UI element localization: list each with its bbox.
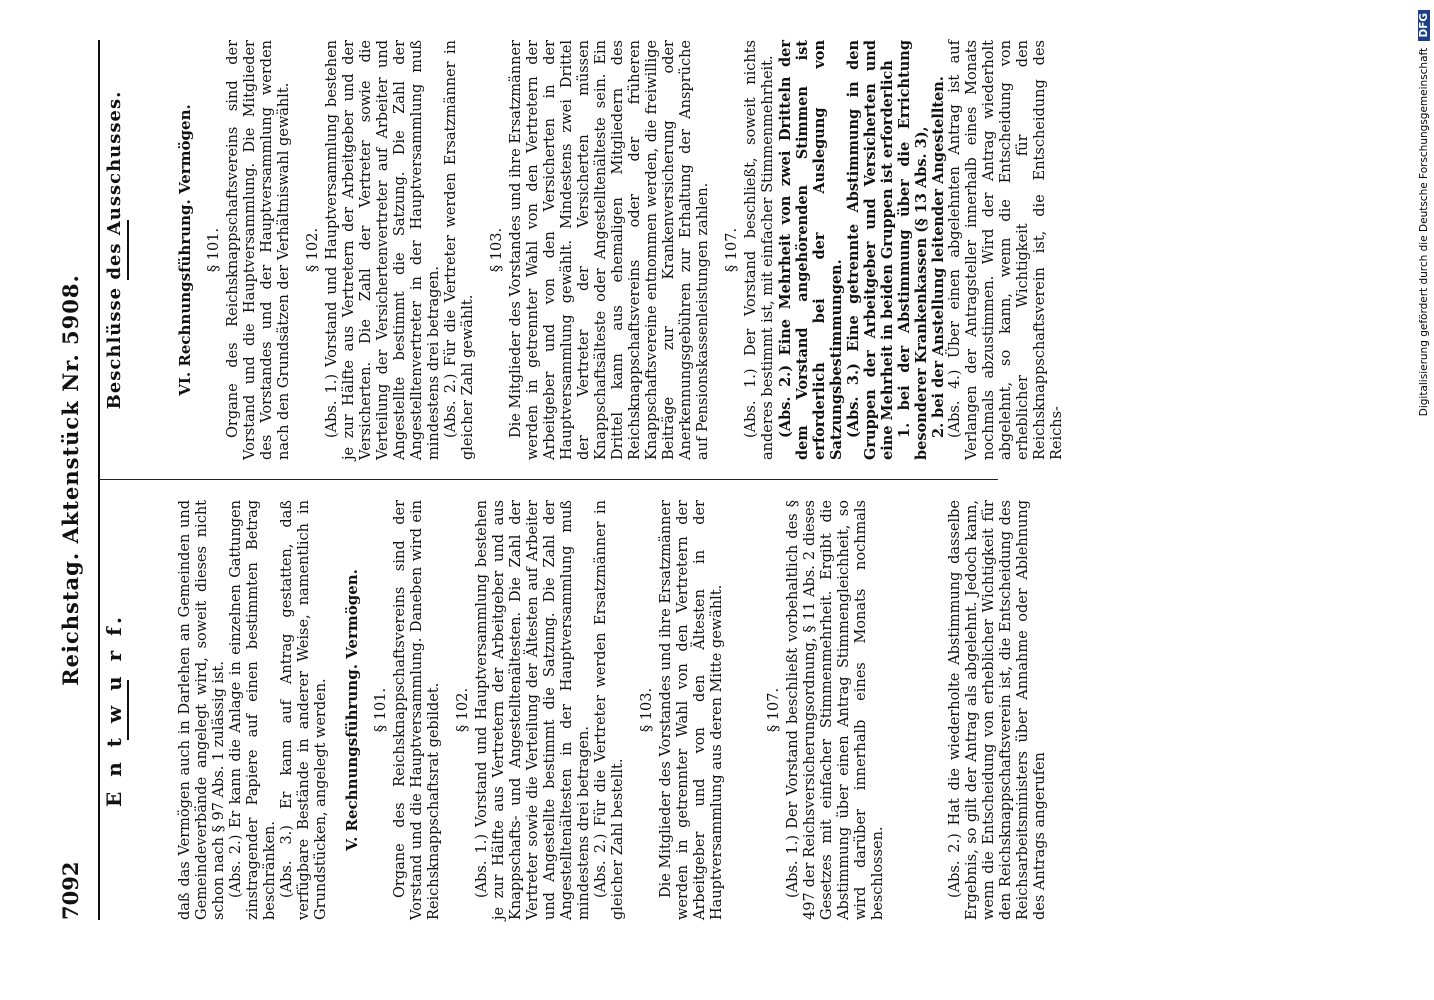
section-number-103: § 103.	[489, 227, 505, 273]
section-107-abs1: (Abs. 1.) Der Vorstand beschließt, soweit nichts anderes bestimmt ist, mit einfacher Stimmenmehrheit.	[743, 40, 776, 460]
digitization-text: Digitalisierung gefördert durch die Deutsche Forschungsgemeinschaft	[1418, 47, 1430, 417]
column-divider	[98, 479, 998, 480]
section-number-101: § 101.	[373, 687, 389, 733]
intro-text: daß das Vermögen auch in Darlehen an Gemeinden und Gemeindeverbände angelegt wird, soweit dieses nicht schon nach § 97 Abs. 1 zulässig ist.	[177, 500, 227, 920]
list-item-2: 2. bei der Anstellung leitender Angestellten.	[930, 76, 947, 438]
digitization-note	[1418, 10, 1432, 570]
committee-column	[100, 40, 1066, 460]
paragraph-abs2: (Abs. 2.) Er kann die Anlage in einzelnen Gattungen zinstragender Papiere auf einen bestimmten Betrag beschränken.	[228, 500, 278, 920]
section-107-abs1: (Abs. 1.) Der Vorstand beschließt vorbehaltlich des § 497 der Reichsversicherungsordnung, § 11 Abs. 2 dieses Gesetzes mit einfacher Stimmenmehrheit. Ergibt die Abstimmung über einen Antrag Stimmengleichheit, so wird darüber innerhalb eines Monats nochmals beschlossen.	[785, 500, 886, 920]
list-item-1: 1. bei der Abstimmung über die Errichtung besonderer Krankenkassen (§ 13 Abs. 3),	[896, 40, 930, 460]
section-103-text: Die Mitglieder des Vorstandes und ihre Ersatzmänner werden in getrennter Wahl von den Vertretern der Arbeitgeber und von den Ältesten in der Hauptversammlung aus deren Mitte gewählt.	[658, 500, 725, 920]
page-title: Reichstag. Aktenstück Nr. 5908.	[58, 274, 83, 686]
title-rule	[127, 680, 129, 740]
section-102-abs2: (Abs. 2.) Für die Vertreter werden Ersatzmänner in gleicher Zahl gewählt.	[443, 40, 476, 460]
section-number-101: § 101.	[206, 227, 222, 273]
section-heading: V. Rechnungsführung. Vermögen.	[343, 569, 361, 851]
page-number: 7092	[58, 861, 83, 920]
section-102-abs2: (Abs. 2.) Für die Vertreter werden Ersatzmänner in gleicher Zahl bestellt.	[593, 500, 626, 920]
section-107-abs2: (Abs. 2.) Hat die wiederholte Abstimmung dasselbe Ergebnis, so gilt der Antrag als abgelehnt. Jedoch kann, wenn die Entscheidung von erheblicher Wichtigkeit für den Reichsknappschaftsverein ist, die Entscheidung des Reichsarbeitsministers über Annahme oder Ablehnung des Antrags angerufen	[947, 500, 1048, 920]
section-number-107: § 107.	[724, 227, 740, 273]
section-107-abs4: (Abs. 4.) Über einen abgelehnten Antrag ist auf Verlangen der Antragsteller innerhalb eines Monats nochmals abzustimmen. Wird der Antrag wiederholt abgelehnt, so kann, wenn die Entscheidung von erheblicher Wichtigkeit für den Reichsknappschaftsverein ist, die Entscheidung des Reichs-	[947, 40, 1065, 460]
section-number-107: § 107.	[766, 687, 782, 733]
section-101-text: Organe des Reichsknappschaftsvereins sind der Vorstand und die Hauptversammlung. Die Mitglieder des Vorstandes und der Hauptversammlung werden nach den Grundsätzen der Verhältniswahl gewählt.	[225, 40, 292, 460]
section-number-102: § 102.	[305, 227, 321, 273]
page-header	[58, 40, 92, 920]
draft-column	[100, 500, 1049, 920]
dfg-logo: DFG	[1418, 10, 1430, 41]
section-101-text: Organe des Reichsknappschaftsvereins sind der Vorstand und die Hauptversammlung. Daneben wird ein Reichsknappschaftsrat gebildet.	[392, 500, 442, 920]
section-107-abs3: (Abs. 3.) Eine getrennte Abstimmung in den Gruppen der Arbeitgeber und Versicherten und eine Mehrheit in beiden Gruppen ist erforderlich	[845, 40, 896, 460]
paragraph-abs3: (Abs. 3.) Er kann auf Antrag gestatten, daß verfügbare Bestände in anderer Weise, namentlich in Grundstücken, angelegt werden.	[279, 500, 329, 920]
title-rule	[127, 220, 129, 280]
section-102-abs1: (Abs. 1.) Vorstand und Hauptversammlung bestehen je zur Hälfte aus Vertretern der Arbeitgeber und aus Knappschafts- und Angestelltenältesten. Die Zahl der Vertreter sowie die Verteilung der Ältesten auf Arbeiter und Angestellte bestimmt die Satzung. Die Zahl der Angestelltenältesten in der Hauptversammlung muß mindestens drei betragen.	[474, 500, 592, 920]
section-102-abs1: (Abs. 1.) Vorstand und Hauptversammlung bestehen je zur Hälfte aus Vertretern der Arbeitgeber und der Versicherten. Die Zahl der Vertreter sowie die Verteilung der Versichertenvertreter auf Arbeiter und Angestellte bestimmt die Satzung. Die Zahl der Angestelltenvertreter in der Hauptversammlung muß mindestens drei betragen.	[324, 40, 442, 460]
section-number-103: § 103.	[639, 687, 655, 733]
section-103-text: Die Mitglieder des Vorstandes und ihre Ersatzmänner werden in getrennter Wahl von den Vertretern der Arbeitgeber und von den Versicherten in der Hauptversammlung gewählt. Mindestens zwei Drittel der Vertreter der Versicherten müssen Knappschaftsälteste oder Angestelltenälteste sein. Ein Drittel kann aus ehemaligen Mitgliedern des Reichsknappschaftsvereins oder der früheren Knappschaftsvereine entnommen werden, die freiwillige Beiträge zur Krankenversicherung oder Anerkennungsgebühren zur Erhaltung der Ansprüche auf Pensionskassenleistungen zahlen.	[508, 40, 711, 460]
committee-column-title: Beschlüsse des Ausschusses.	[104, 90, 125, 410]
section-heading: VI. Rechnungsführung. Vermögen.	[176, 104, 194, 396]
draft-column-title: E n t w u r f.	[102, 613, 126, 807]
section-107-abs2: (Abs. 2.) Eine Mehrheit von zwei Dritteln der dem Vorstand angehörenden Stimmen ist erforderlich bei der Auslegung von Satzungsbestimmungen.	[777, 40, 845, 460]
section-number-102: § 102.	[455, 687, 471, 733]
